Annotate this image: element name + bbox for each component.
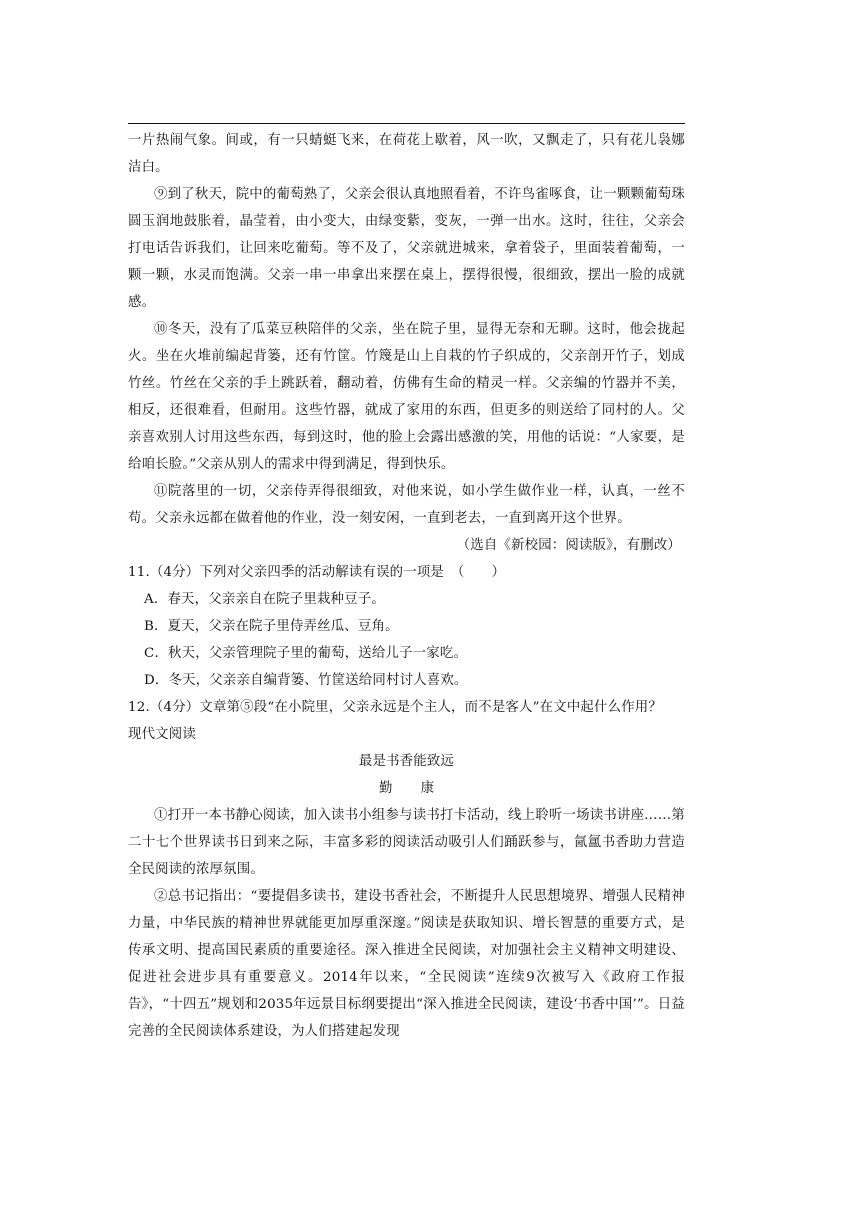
option-d: D．冬天，父亲亲自编背篓、竹筐送给同村讨人喜欢。	[144, 673, 468, 688]
document-page	[128, 127, 685, 1045]
paragraph-9: ⑨到了秋天，院中的葡萄熟了，父亲会很认真地照看着，不许鸟雀啄食，让一颗颗葡萄珠圆玉润地鼓胀着，晶莹着，由小变大，由绿变紫，变灰，一弹一出水。这时，往往，父亲会打电话告诉我们，让回来吃葡萄。等不及了，父亲就进城来，拿着袋子，里面装着葡萄，一颗一颗，水灵而饱满。父亲一串一串拿出来摆在桌上，摆得很慢，很细致，摆出一脸的成就感。	[128, 187, 685, 310]
section-heading: 现代文阅读	[128, 727, 196, 742]
paragraph-continued: 一片热闹气象。间或，有一只蜻蜓飞来，在荷花上歇着，风一吹，又飘走了，只有花儿袅娜洁白。	[128, 133, 685, 175]
article-paragraph-1: ①打开一本书静心阅读，加入读书小组参与读书打卡活动，线上聆听一场读书讲座……第二十七个世界读书日到来之际，丰富多彩的阅读活动吸引人们踊跃参与，氤氲书香助力营造全民阅读的浓厚氛围。	[128, 808, 685, 877]
paragraph-10: ⑩冬天，没有了瓜菜豆秧陪伴的父亲，坐在院子里，显得无奈和无聊。这时，他会拢起火。坐在火堆前编起背篓，还有竹筐。竹篾是山上自栽的竹子织成的，父亲剖开竹子，划成竹丝。竹丝在父亲的手上跳跃着，翻动着，仿佛有生命的精灵一样。父亲编的竹器并不美，相反，还很难看，但耐用。这些竹器，就成了家用的东西，但更多的则送给了同村的人。父亲喜欢别人讨用这些东西，每到这时，他的脸上会露出感激的笑，用他的话说：“人家要，是给咱长脸。”父亲从别人的需求中得到满足，得到快乐。	[128, 322, 685, 472]
question-12: 12.（4分）文章第⑤段“在小院里，父亲永远是个主人，而不是客人”在文中起什么作用？	[128, 700, 662, 715]
header-rule	[128, 123, 685, 124]
option-b: B．夏天，父亲在院子里侍弄丝瓜、豆角。	[144, 619, 399, 634]
source-note: （选自《新校园：阅读版》，有删改）	[456, 538, 681, 553]
article-paragraph-2: ②总书记指出：“要提倡多读书，建设书香社会，不断提升人民思想境界、增强人民精神力量，中华民族的精神世界就能更加厚重深邃。”阅读是获取知识、增长智慧的重要方式，是传承文明、提高国民素质的重要途径。深入推进全民阅读，对加强社会主义精神文明建设、促进社会进步具有重要意义。2014年以来，“全民阅读”连续9次被写入《政府工作报告》，“十四五”规划和2035年远景目标纲要提出“深入推进全民阅读，建设‘书香中国’”。日益完善的全民阅读体系建设，为人们搭建起发现	[128, 889, 685, 1039]
paragraph-11: ⑪院落里的一切，父亲侍弄得很细致，对他来说，如小学生做作业一样，认真，一丝不苟。父亲永远都在做着他的作业，没一刻安闲，一直到老去，一直到离开这个世界。	[128, 484, 685, 526]
article-title: 最是书香能致远	[358, 754, 455, 769]
article-author: 勤 康	[378, 781, 447, 796]
option-a: A．春天，父亲亲自在院子里栽种豆子。	[144, 592, 385, 607]
option-c: C．秋天，父亲管理院子里的葡萄，送给儿子一家吃。	[144, 646, 468, 661]
question-11: 11.（4分）下列对父亲四季的活动解读有误的一项是 （ ）	[128, 565, 506, 580]
